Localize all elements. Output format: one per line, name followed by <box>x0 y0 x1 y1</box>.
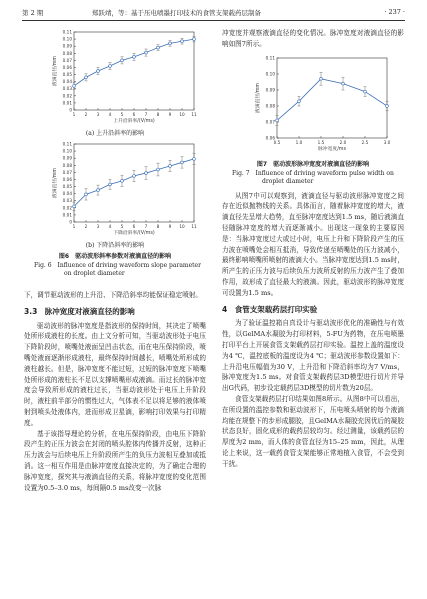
x-tick-label: 7 <box>144 112 148 117</box>
x-tick-label: 0.5 <box>273 139 281 145</box>
left-para-2: 基于该指导理论的分析，在电压保持阶段，由电压下降阶段产生的正压力波会在封闭的喷头腔体内传播并反射，这种正压力波会与后续电压上升阶段所产生的负压力波相互叠加或抵消。这一相互作用是由脉冲宽度直接决定的，为了确定合理的脉冲宽度，探究其与液滴直径的关系，将脉冲宽度的变化范围设置为0.5–3.0 ms，每间隔0.5 ms改变一次脉 <box>24 429 206 492</box>
y-tick-label: 0.03 <box>62 86 72 92</box>
fig7-chart <box>222 54 404 158</box>
x-tick-label: 1 <box>72 112 76 117</box>
data-point <box>386 104 389 107</box>
right-para-4: 食管支架载药层打印结果如图8所示。从图8中可以看出，在所设置的温控参数和驱动波形下，压电喷头喷射的每个液滴均能在规整下的步形成腿胶，且GelMA水凝胶充因优后的凝胶状态良好，固化成形的载药层较均匀。经过测量，该载药层的厚度为2 mm，而人体的食管直径为15–25 mm，因此，从理论上来说，这一载药食管支架能够正常地植入食管，不会受到干扰。 <box>222 394 404 468</box>
y-tick-label: 0.06 <box>265 135 275 141</box>
x-tick-label: 9 <box>168 224 172 230</box>
data-point <box>193 38 196 41</box>
y-tick-label: 0.11 <box>62 29 72 35</box>
y-tick-label: 0 <box>69 219 72 225</box>
x-tick-label: 2.5 <box>361 139 369 145</box>
left-para-1: 驱动波形的脉冲宽度是指波形的保持时间，其决定了喷嘴处所形成液柱的长度。由上文分析可知，当驱动波形处于电压下降阶段时，喷嘴处液面呈凹击状态，而在电压保持阶段，喷嘴处液面逐渐形成液柱，最终保持时间越长，喷嘴处所形成的液柱越长。但是，脉冲宽度不能过短，过短的脉冲宽度下喷嘴处所形成的液柱长不足以支撑喷嘴形成液滴。而过长的脉冲宽度会导致所形成的液柱过长，当驱动波形处于电压上升阶段时，液柱前半部分的惯性过大，气体表不足以将足够的液体喷射到喷头处液体内，进而形成卫星滴，影响打印效果与打印精度。 <box>24 321 206 427</box>
y-tick-label: 0.02 <box>62 205 72 211</box>
x-tick-label: 5 <box>120 112 124 117</box>
y-tick-label: 0.03 <box>62 198 72 204</box>
data-point <box>169 165 172 168</box>
data-point <box>121 180 124 183</box>
plot-frame <box>277 58 387 138</box>
y-tick-label: 0.07 <box>62 57 72 63</box>
running-title: 郑跃靖，等：基于压电喷墨打印技术的食管支架载药层制备 <box>92 9 261 17</box>
plot-frame <box>74 32 194 110</box>
y-tick-label: 0.08 <box>62 50 72 56</box>
x-tick-label: 11 <box>191 224 197 230</box>
y-tick-label: 0.10 <box>62 148 72 154</box>
left-para-continued: 下，调节驱动波形的上升沿、下降沿斜率均能保证稳定喷射。 <box>24 291 203 299</box>
data-point <box>85 193 88 196</box>
x-tick-label: 2 <box>84 224 88 230</box>
y-axis-label: 液滴直径/mm <box>53 55 58 87</box>
data-point <box>157 168 160 171</box>
x-tick-label: 3.0 <box>383 139 391 145</box>
x-tick-label: 4 <box>108 224 112 230</box>
right-para-2: 从图7中可以观察到，液滴直径与驱动波形脉冲宽度之间存在近似抛物线的关系。具体而言，随着脉冲宽度的增大，液滴直径先呈增大趋势，直至脉冲宽度达到1.5 ms，随后液滴直径随脉冲宽度的增大而逐渐减小。出现这一现象的主要原因是：当脉冲宽度过大或过小时，电压上升和下降阶段产生的压力波在喷嘴处会相互抵消，导致传递至喷嘴处的压力波减小，最终影响喷嘴所喷射的液滴大小。当脉冲宽度达到1.5 ms时，所产生的正压力波与后续负压力波所反射的压力波产生了叠加作用，故形成了直径最大的液滴。因此，驱动波形的脉冲宽度可设置为1.5 ms。 <box>222 191 404 297</box>
fig6-caption-en-2: on droplet diameter <box>64 270 125 278</box>
data-point <box>298 99 301 102</box>
data-point <box>276 119 279 122</box>
x-tick-label: 2.0 <box>339 139 347 145</box>
data-point <box>97 70 100 73</box>
x-tick-label: 8 <box>156 224 160 230</box>
data-point <box>85 76 88 79</box>
x-tick-label: 2 <box>84 112 88 117</box>
data-point <box>145 172 148 175</box>
data-point <box>364 90 367 93</box>
x-tick-label: 9 <box>168 112 172 117</box>
y-tick-label: 0.10 <box>62 36 72 42</box>
data-point <box>133 175 136 178</box>
section-3-3-heading: 3.3 脉冲宽度对液滴直径的影响 <box>24 306 135 316</box>
y-tick-label: 0.08 <box>265 103 275 109</box>
fig7-caption: 图7 驱动波形脉冲宽度对液滴直径的影响 <box>256 161 370 169</box>
y-axis-label: 液滴直径/mm <box>256 82 261 113</box>
right-para-3: 为了验证温控箱自真设计与驱动波形优化的准确性与有效性，以GelMA水凝胶为打印材料，5-FU为药物，在压电喷墨打印平台上开展食管支架载药层打印实验。温控上盖的温度设为4 ℃，温控底板的温度设为4 ℃；驱动波形参数设置如下：上升沿电压幅值为30 V，上升沿和下降沿斜率均为7 V/ms，脉冲宽度为1.5 ms。对食管支架载药层3D模型进行切片并导出G代码，初步设定载药层3D模型的切片数为20层。 <box>222 319 404 393</box>
y-tick-label: 0.07 <box>265 119 275 125</box>
y-tick-label: 0.01 <box>62 100 72 106</box>
fig6b-subcaption: (b) 下降沿斜率的影响 <box>85 242 145 249</box>
fig6-caption: 图6 驱动波形斜率参数对液滴直径的影响 <box>58 253 172 261</box>
y-axis-label: 液滴直径/mm <box>53 168 58 199</box>
series-line <box>277 78 387 120</box>
x-tick-label: 8 <box>156 112 160 117</box>
data-point <box>97 189 100 192</box>
fig6a-chart <box>24 28 206 128</box>
x-tick-label: 1 <box>72 224 76 230</box>
right-para-continued: 冲宽度并观察液滴直径的变化情况。脉冲宽度对液滴直径的影响如图7所示。 <box>222 29 404 48</box>
x-tick-label: 11 <box>191 112 197 117</box>
y-tick-label: 0.06 <box>62 177 72 183</box>
y-tick-label: 0.11 <box>265 55 275 61</box>
x-axis-label: 下降沿斜率/(V/ms) <box>113 231 155 237</box>
x-tick-label: 10 <box>179 224 185 230</box>
issue-number: 第 2 期 <box>22 9 44 17</box>
x-tick-label: 1.5 <box>317 139 325 145</box>
x-axis-label: 脉冲宽度/ms <box>318 146 346 152</box>
x-tick-label: 6 <box>132 112 136 117</box>
x-tick-label: 3 <box>96 224 100 230</box>
data-point <box>109 183 112 186</box>
y-tick-label: 0.09 <box>62 155 72 161</box>
fig7-caption-en-1: Fig. 7 Influence of driving waveform pulse width on <box>232 169 394 177</box>
data-point <box>109 65 112 68</box>
left-column <box>24 28 206 279</box>
data-point <box>193 158 196 161</box>
x-tick-label: 1.0 <box>295 139 303 145</box>
x-tick-label: 7 <box>144 224 148 230</box>
data-point <box>157 46 160 49</box>
x-tick-label: 10 <box>179 112 185 117</box>
x-tick-label: 5 <box>120 224 124 230</box>
y-tick-label: 0.04 <box>62 79 72 85</box>
x-tick-label: 6 <box>132 224 136 230</box>
y-tick-label: 0.05 <box>62 184 72 190</box>
left-text <box>24 290 206 493</box>
section-4-heading: 4 食管支架载药层打印实验 <box>222 304 318 314</box>
x-axis-label: 上升沿斜率/(V/ms) <box>113 119 155 124</box>
data-point <box>133 55 136 58</box>
data-point <box>121 59 124 62</box>
y-tick-label: 0 <box>69 107 72 113</box>
page-number: · 237 · <box>384 8 405 16</box>
data-point <box>181 40 184 43</box>
y-tick-label: 0.10 <box>265 71 275 77</box>
fig7-caption-en-2: droplet diameter <box>262 178 314 186</box>
y-tick-label: 0.11 <box>62 141 72 147</box>
data-point <box>73 84 76 87</box>
page-header <box>22 6 405 20</box>
y-tick-label: 0.07 <box>62 170 72 176</box>
series-line <box>74 159 194 207</box>
y-tick-label: 0.09 <box>62 43 72 49</box>
right-column <box>222 28 404 470</box>
data-point <box>320 77 323 80</box>
x-tick-label: 4 <box>108 112 112 117</box>
y-tick-label: 0.08 <box>62 162 72 168</box>
data-point <box>169 42 172 45</box>
series-line <box>74 39 194 86</box>
y-tick-label: 0.04 <box>62 191 72 197</box>
fig6-caption-en-1: Fig. 6 Influence of driving waveform slope parameter <box>34 261 201 269</box>
fig6a-subcaption: (a) 上升沿斜率的影响 <box>85 129 145 137</box>
header-rule <box>22 20 405 21</box>
data-point <box>145 51 148 54</box>
y-tick-label: 0.02 <box>62 93 72 99</box>
plot-frame <box>74 144 194 222</box>
data-point <box>73 205 76 208</box>
y-tick-label: 0.05 <box>62 72 72 78</box>
y-tick-label: 0.01 <box>62 212 72 218</box>
data-point <box>342 82 345 85</box>
x-tick-label: 3 <box>96 112 100 117</box>
fig6b-chart <box>24 140 206 240</box>
y-tick-label: 0.06 <box>62 64 72 70</box>
y-tick-label: 0.09 <box>265 87 275 93</box>
data-point <box>181 161 184 164</box>
